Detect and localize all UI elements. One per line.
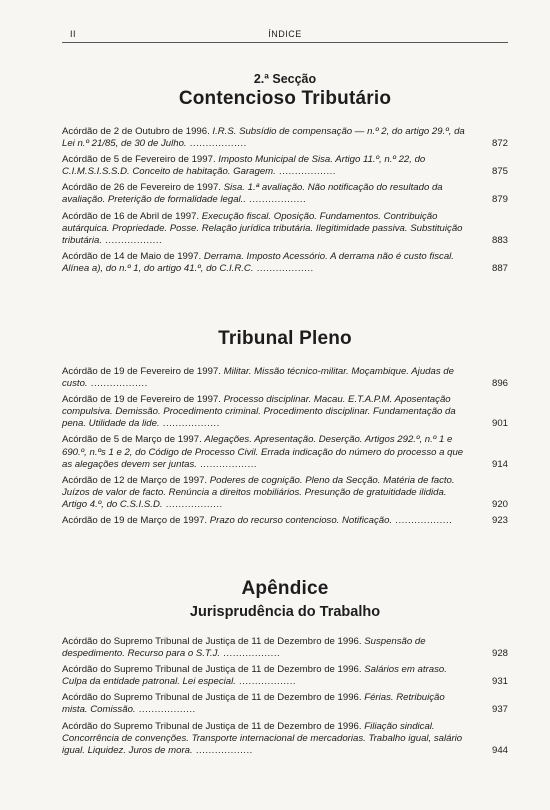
entry-lead: Acórdão de 19 de Fevereiro de 1997. [62, 394, 221, 406]
entry-page-number: 901 [491, 418, 508, 430]
leader-dots: .................. [235, 676, 297, 688]
entry-lead: Acórdão de 5 de Fevereiro de 1997. [62, 154, 216, 166]
leader-dots: .................. [392, 515, 453, 527]
index-entry [62, 692, 508, 716]
entry-list [62, 126, 508, 275]
leader-dots: .................. [186, 138, 247, 150]
entry-subject: Poderes de cognição. Pleno da Secção. Matéria de facto. Juízos de valor de facto. Renúncia a direitos mobiliários. Presunção de gratuitidade ilidida. Artigo 4.º, do C.S.I.S.D. [62, 474, 455, 510]
entry-text [62, 475, 455, 510]
entry-lead: Acórdão do Supremo Tribunal de Justiça de 11 de Dezembro de 1996. [62, 636, 362, 647]
entry-lead: Acórdão de 19 de Fevereiro de 1997. [62, 366, 221, 377]
entry-text [62, 394, 456, 429]
entry-text [62, 721, 462, 756]
section-tribunal-pleno [62, 328, 508, 531]
leader-dots: .................. [196, 458, 258, 470]
entry-list [62, 366, 508, 527]
running-header [62, 26, 508, 43]
entry-subject: Sisa. 1.ª avaliação. Não notificação do resultado da avaliação. Preterição de formalidade legal.. [62, 182, 443, 206]
index-entry [62, 434, 508, 470]
entry-lead: Acórdão do Supremo Tribunal de Justiça de 11 de Dezembro de 1996. [62, 720, 362, 732]
entry-subject: Prazo do recurso contencioso. Notificação. [209, 515, 393, 527]
entry-text [62, 515, 452, 526]
leader-dots: .................. [220, 648, 281, 660]
entry-lead: Acórdão de 5 de Março de 1997. [62, 434, 202, 446]
section-contencioso-tributario [62, 72, 508, 279]
index-entry [62, 394, 508, 430]
running-title: ÍNDICE [268, 29, 302, 39]
entry-text [62, 366, 454, 389]
entry-text [62, 251, 454, 274]
entry-page-number: 883 [491, 234, 508, 246]
leader-dots: .................. [246, 194, 307, 206]
index-entry [62, 515, 508, 527]
entry-subject: Execução fiscal. Oposição. Fundamentos. Contribuição autárquica. Propriedade. Posse. Relação jurídica tributária. Ilegitimidade passiva. Substituição tributária. [62, 210, 463, 246]
index-entry [62, 182, 508, 206]
entry-lead: Acórdão de 14 de Maio de 1997. [62, 250, 202, 262]
index-entry [62, 366, 508, 390]
entry-subject: Militar. Missão técnico-militar. Moçambique. Ajudas de custo. [62, 366, 454, 390]
entry-lead: Acórdão do Supremo Tribunal de Justiça de 11 de Dezembro de 1996. [62, 692, 362, 704]
entry-lead: Acórdão de 12 de Março de 1997. [62, 474, 208, 486]
entry-page-number: 896 [491, 378, 508, 390]
section-title: Contencioso Tributário [178, 88, 392, 109]
entry-page-number: 920 [491, 498, 508, 510]
entry-text [62, 434, 463, 469]
entry-list [62, 636, 508, 757]
entry-page-number: 879 [491, 194, 508, 206]
index-entry [62, 664, 508, 688]
entry-page-number: 872 [491, 138, 508, 150]
entry-text [62, 211, 463, 246]
entry-lead: Acórdão de 16 de Abril de 1997. [62, 210, 200, 222]
entry-page-number: 875 [491, 166, 508, 178]
entry-text [62, 664, 447, 687]
entry-page-number: 914 [491, 458, 508, 470]
index-entry [62, 475, 508, 511]
page-number: II [70, 29, 77, 39]
entry-page-number: 931 [491, 676, 508, 688]
entry-text [62, 126, 465, 149]
index-entry [62, 251, 508, 275]
entry-page-number: 928 [491, 648, 508, 660]
entry-lead: Acórdão do Supremo Tribunal de Justiça de 11 de Dezembro de 1996. [62, 664, 362, 676]
leader-dots: .................. [192, 744, 253, 756]
entry-subject: Imposto Municipal de Sisa. Artigo 11.º, n.º 22, do C.I.M.S.I.S.S.D. Conceito de habitação. Garagem. [62, 154, 426, 178]
section-subtitle: 2.ª Secção [253, 72, 317, 86]
entry-text [62, 636, 426, 659]
leader-dots: .................. [159, 418, 220, 430]
entry-subject: I.R.S. Subsídio de compensação — n.º 2, do artigo 29.º, da Lei n.º 21/85, de 30 de Julho. [62, 126, 465, 150]
index-entry [62, 636, 508, 660]
entry-page-number: 937 [491, 704, 508, 716]
entry-lead: Acórdão de 26 de Fevereiro de 1997. [62, 182, 221, 194]
entry-subject: Alegações. Apresentação. Deserção. Artigos 292.º, n.º 1 e 690.º, n.ºs 1 e 2, do Código de Processo Civil. Errada indicação do número do processo a que as alegações devem ser juntas. [62, 434, 464, 470]
entry-page-number: 944 [491, 744, 508, 756]
entry-subject: Filiação sindical. Concorrência de convenções. Transporte internacional de mercadorias. Trabalho igual, salário igual. Liquidez. Juros de mora. [62, 720, 463, 756]
leader-dots: .................. [87, 378, 148, 390]
section-title: Tribunal Pleno [218, 328, 352, 349]
entry-text [62, 154, 425, 177]
entry-lead: Acórdão de 2 de Outubro de 1996. [62, 126, 210, 137]
leader-dots: .................. [275, 166, 336, 178]
entry-subject: Férias. Retribuição mista. Comissão. [62, 692, 445, 716]
entry-subject: Salários em atraso. Culpa da entidade patronal. Lei especial. [62, 664, 447, 688]
index-entry [62, 211, 508, 247]
entry-page-number: 923 [491, 515, 508, 527]
index-entry [62, 154, 508, 178]
section-subheading: Jurisprudência do Trabalho [189, 604, 381, 620]
section-apendice [62, 578, 508, 761]
entry-subject: Derrama. Imposto Acessório. A derrama não é custo fiscal. Alínea a), do n.º 1, do artigo 41.º, do C.I.R.C. [62, 250, 454, 274]
index-entry [62, 721, 508, 757]
entry-page-number: 887 [491, 262, 508, 274]
entry-text [62, 182, 443, 205]
leader-dots: .................. [253, 262, 314, 274]
entry-lead: Acórdão de 19 de Março de 1997. [62, 515, 208, 527]
leader-dots: .................. [102, 234, 163, 246]
entry-subject: Suspensão de despedimento. Recurso para o S.T.J. [62, 636, 426, 660]
leader-dots: .................. [162, 498, 223, 510]
index-entry [62, 126, 508, 150]
leader-dots: .................. [135, 704, 196, 716]
entry-text [62, 692, 445, 715]
section-title: Apêndice [241, 578, 329, 599]
entry-subject: Processo disciplinar. Macau. E.T.A.P.M. Aposentação compulsiva. Demissão. Procedimento criminal. Procedimento disciplinar. Fundamentação da pena. Utilidade da lide. [62, 394, 456, 430]
